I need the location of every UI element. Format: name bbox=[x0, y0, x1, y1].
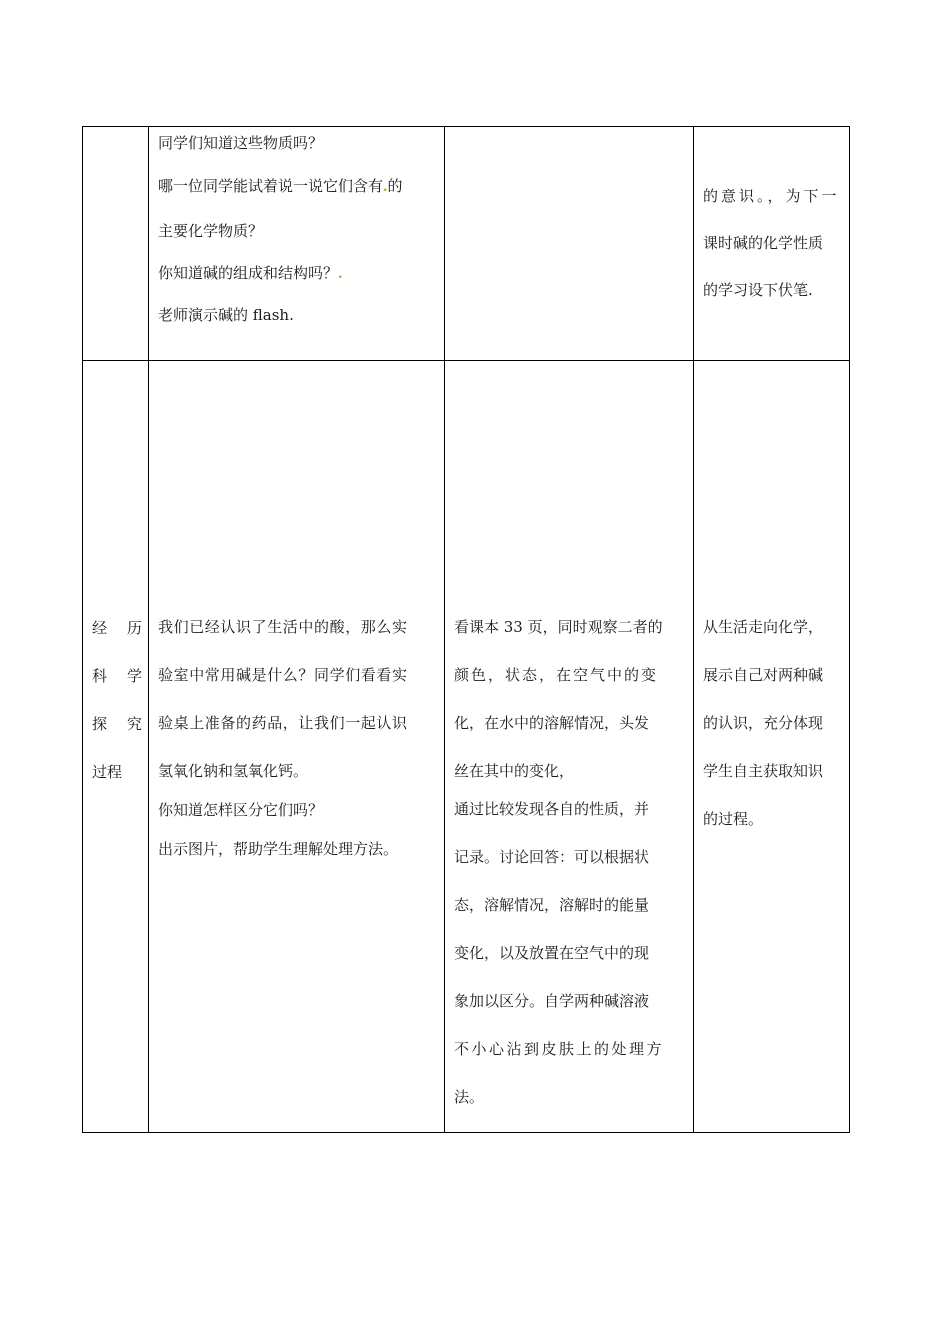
table-row bbox=[83, 127, 850, 361]
stage-char: 科 bbox=[92, 667, 108, 685]
text-line: 验桌上准备的药品，让我们一起认识 bbox=[158, 714, 408, 732]
student-activity-cell bbox=[445, 361, 694, 1133]
stage-char: 究 bbox=[126, 715, 142, 733]
text-line: 化，在水中的溶解情况，头发 bbox=[454, 714, 650, 732]
student-activity-cell bbox=[445, 127, 694, 361]
text-line: 颜色，状态，在空气中的变 bbox=[454, 666, 659, 684]
text-line: 记录。讨论回答：可以根据状 bbox=[454, 848, 650, 866]
text-line: 主要化学物质？ bbox=[158, 222, 264, 240]
stage-cell bbox=[83, 127, 149, 361]
text-line: 的过程。 bbox=[703, 810, 764, 828]
text-line: 法。 bbox=[454, 1088, 485, 1106]
design-intent-cell bbox=[694, 127, 850, 361]
text-line: 态，溶解情况，溶解时的能量 bbox=[454, 896, 650, 914]
stage-char: 历 bbox=[126, 619, 142, 637]
text-line: 展示自己对两种碱 bbox=[703, 666, 824, 684]
text-fragment: 哪一位同学能试着说一说它们含有 bbox=[158, 177, 384, 195]
text-fragment: 你知道碱的组成和结构吗？ bbox=[158, 264, 339, 282]
stage-label-line bbox=[92, 615, 142, 663]
text-line: 的学习设下伏笔. bbox=[703, 281, 813, 299]
text-line: 老师演示碱的 flash. bbox=[158, 306, 294, 324]
teacher-activity-cell bbox=[149, 361, 445, 1133]
text-line: 变化，以及放置在空气中的现 bbox=[454, 944, 650, 962]
text-line: 验室中常用碱是什么？同学们看看实 bbox=[158, 666, 408, 684]
text-line: 从生活走向化学， bbox=[703, 618, 824, 636]
stage-char: 探 bbox=[92, 715, 108, 733]
annotation-mark: . bbox=[383, 180, 388, 195]
text-line bbox=[158, 173, 435, 219]
text-line: 学生自主获取知识 bbox=[703, 762, 824, 780]
text-fragment: 的 bbox=[387, 177, 403, 195]
stage-label-line bbox=[92, 759, 142, 807]
table-row bbox=[83, 361, 850, 1133]
annotation-mark: . bbox=[338, 267, 343, 282]
text-line: 看课本 33 页，同时观察二者的 bbox=[454, 618, 663, 636]
text-line: 氢氧化钠和氢氧化钙。 bbox=[158, 762, 309, 780]
stage-cell bbox=[83, 361, 149, 1133]
stage-char: 过程 bbox=[92, 763, 123, 781]
design-intent-cell bbox=[694, 361, 850, 1133]
text-line: 的认识，充分体现 bbox=[703, 714, 824, 732]
text-line: 的意识。，为下一 bbox=[703, 187, 840, 205]
stage-label-line bbox=[92, 663, 142, 711]
text-line: 丝在其中的变化， bbox=[454, 762, 575, 780]
text-line bbox=[158, 261, 435, 303]
stage-char: 经 bbox=[92, 619, 108, 637]
teacher-activity-cell bbox=[149, 127, 445, 361]
text-line: 同学们知道这些物质吗？ bbox=[158, 134, 324, 152]
text-line: 象加以区分。自学两种碱溶液 bbox=[454, 992, 650, 1010]
text-line: 我们已经认识了生活中的酸，那么实 bbox=[158, 618, 408, 636]
stage-label-line bbox=[92, 711, 142, 759]
text-line: 不小心沾到皮肤上的处理方 bbox=[454, 1040, 665, 1058]
text-line: 通过比较发现各自的性质，并 bbox=[454, 800, 650, 818]
text-line: 出示图片，帮助学生理解处理方法。 bbox=[158, 840, 399, 858]
lesson-plan-table bbox=[82, 126, 850, 1133]
text-line: 你知道怎样区分它们吗？ bbox=[158, 801, 324, 819]
text-line: 课时碱的化学性质 bbox=[703, 234, 824, 252]
stage-char: 学 bbox=[126, 667, 142, 685]
